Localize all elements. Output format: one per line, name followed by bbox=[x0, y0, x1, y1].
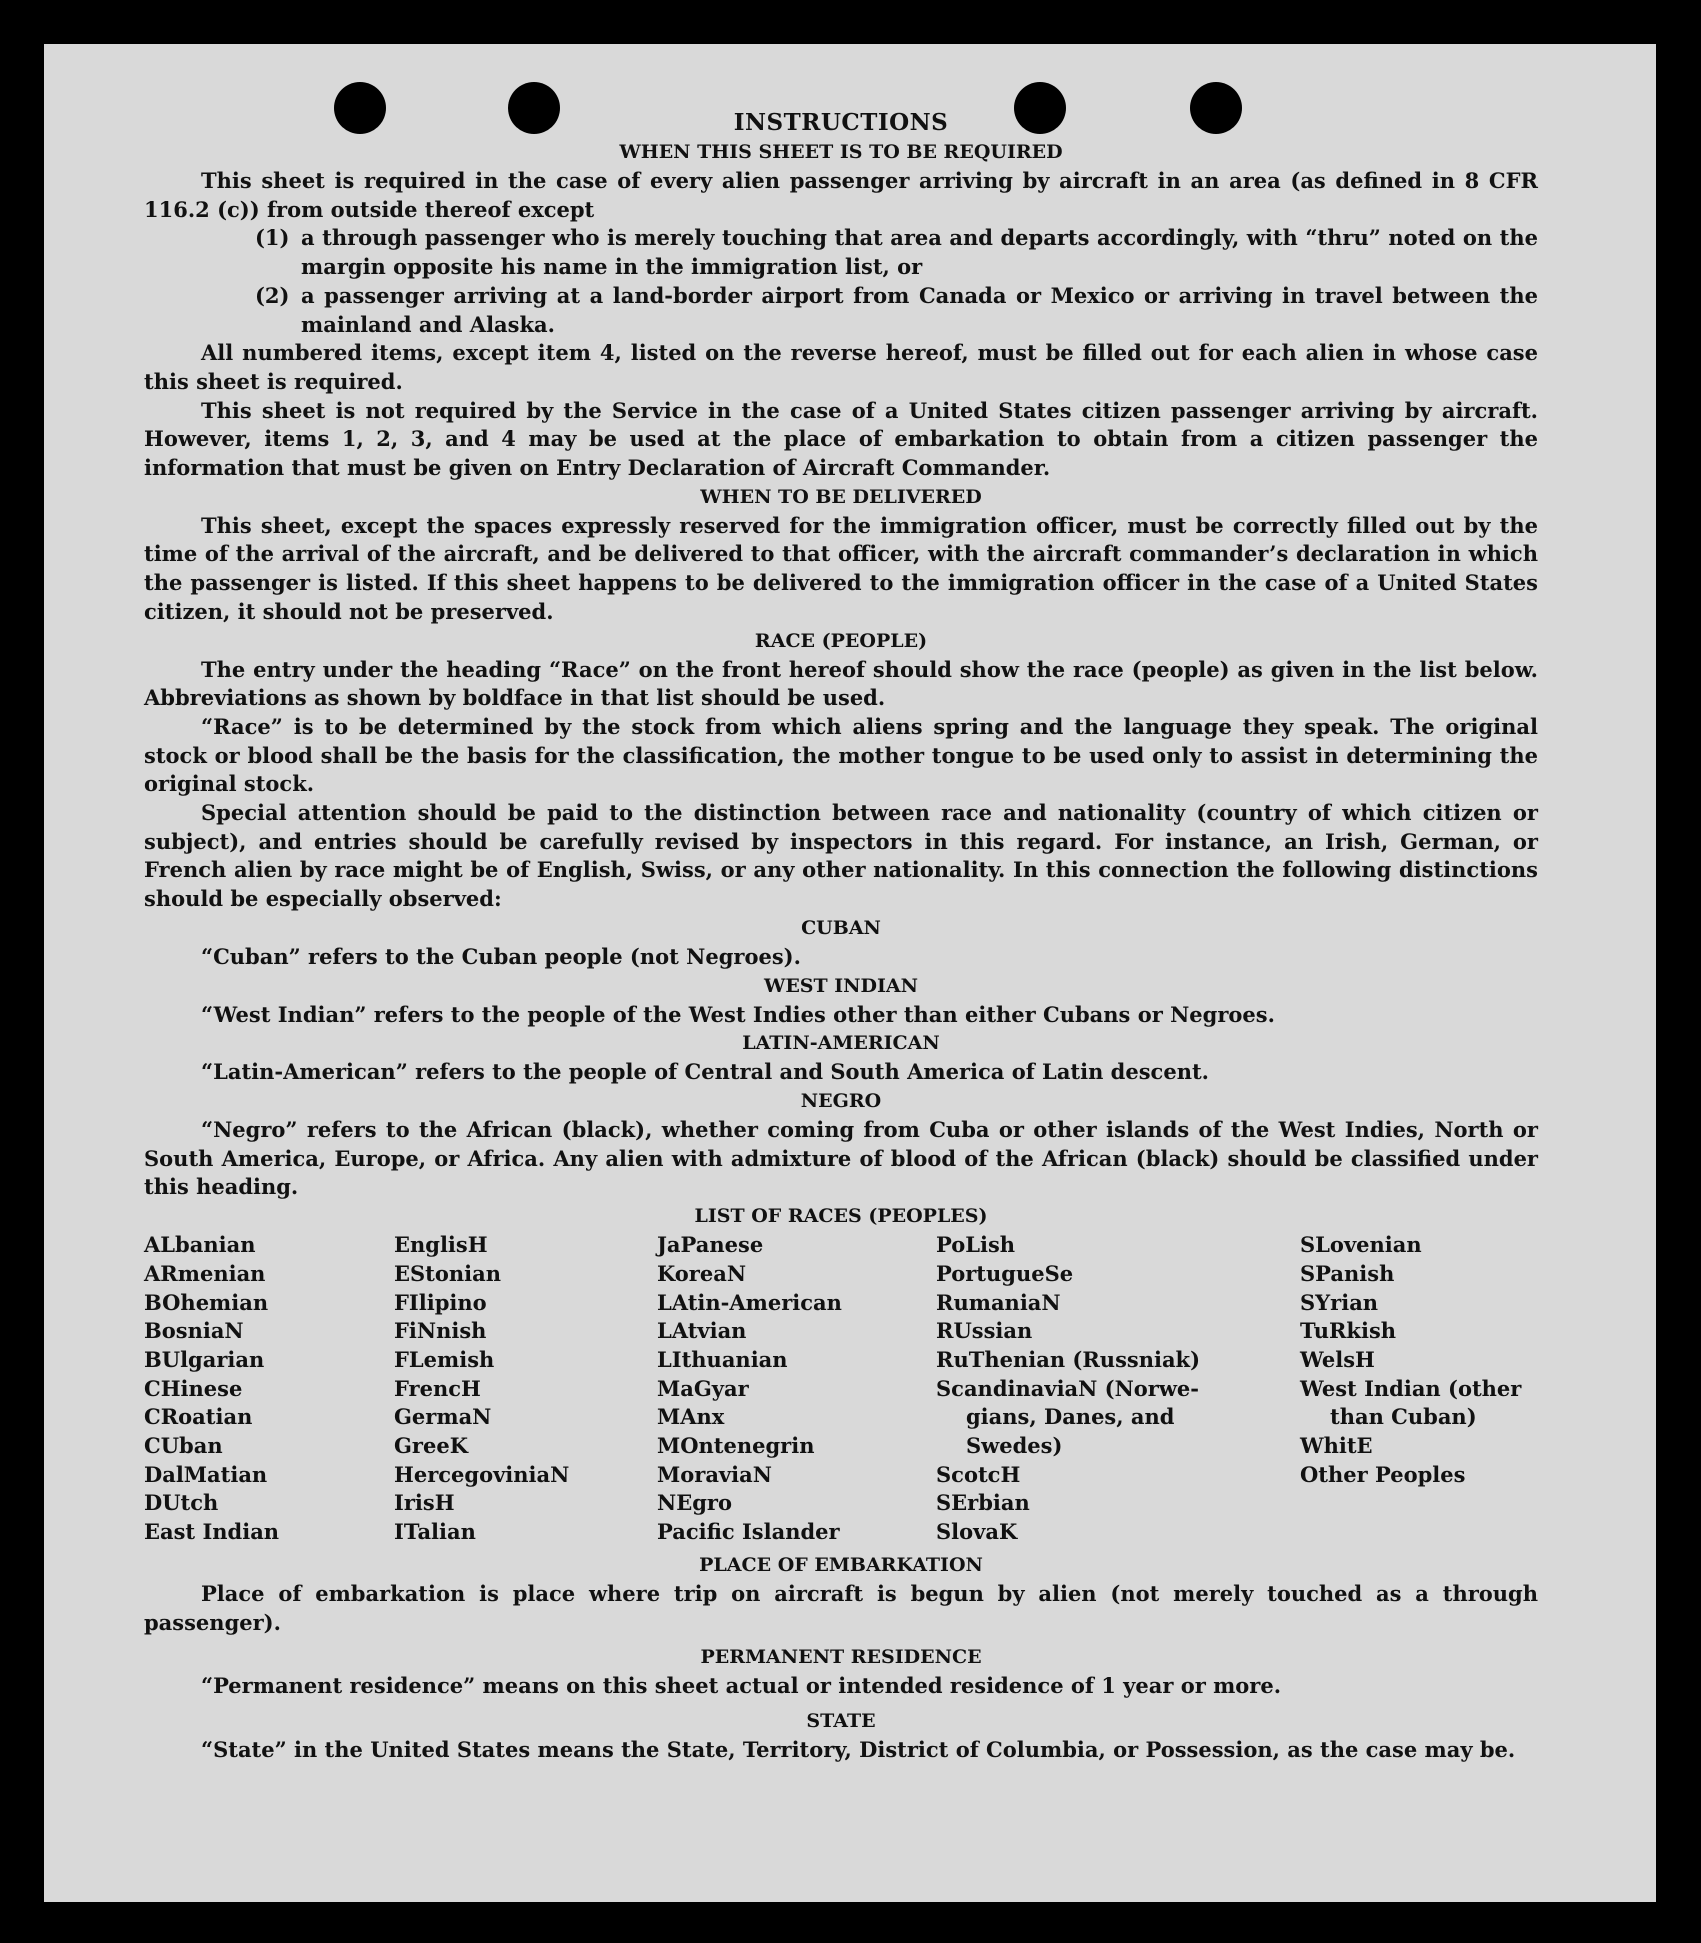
state-text: “State” in the United States means the State, Territory, District of Columbia, or Possession, as the case may be. bbox=[201, 1736, 1516, 1762]
race-item: DalMatian bbox=[144, 1461, 268, 1487]
when-required-intro: This sheet is required in the case of every alien passenger arriving by aircraft in an area (as defined in 8 CFR 116.2 (c)) from outside thereof except bbox=[144, 168, 1538, 222]
race-item: East Indian bbox=[144, 1519, 280, 1545]
race-item: MoraviaN bbox=[657, 1461, 772, 1487]
race-item: HercegoviniaN bbox=[394, 1461, 570, 1487]
punch-hole bbox=[1014, 82, 1066, 134]
exception-item-1 bbox=[144, 224, 1538, 281]
race-item: LAtin-American bbox=[657, 1289, 842, 1315]
race-item: DUtch bbox=[144, 1490, 219, 1516]
race-item: SErbian bbox=[936, 1490, 1030, 1516]
races-list bbox=[144, 1231, 1538, 1547]
race-item: PoLish bbox=[936, 1232, 1016, 1258]
page-title: INSTRUCTIONS bbox=[733, 109, 949, 136]
races-column-5 bbox=[1300, 1231, 1538, 1547]
race-paragraph-1: The entry under the heading “Race” on the front hereof should show the race (people) as given in the list below. Abbreviations as shown by boldface in that list should be used. bbox=[144, 656, 1538, 711]
race-item: RumaniaN bbox=[936, 1289, 1061, 1315]
race-item: EStonian bbox=[394, 1260, 501, 1286]
negro-text: “Negro” refers to the African (black), whether coming from Cuba or other islands of the West Indies, North or South America, Europe, or Africa. Any alien with admixture of blood of the African (black) should be classified under this heading. bbox=[144, 1116, 1538, 1200]
races-column-1 bbox=[144, 1231, 394, 1547]
exception-text: a passenger arriving at a land-border airport from Canada or Mexico or arriving in travel between the mainland and Alaska. bbox=[301, 282, 1538, 337]
section-heading-embarkation: PLACE OF EMBARKATION bbox=[699, 1553, 983, 1576]
race-item: LAtvian bbox=[657, 1318, 747, 1344]
race-item: Pacific Islander bbox=[657, 1519, 840, 1545]
race-item: ALbanian bbox=[144, 1232, 256, 1258]
section-heading-negro: NEGRO bbox=[800, 1089, 882, 1112]
race-item: SlovaK bbox=[936, 1519, 1018, 1545]
race-item: Other Peoples bbox=[1300, 1461, 1466, 1487]
race-item: SLovenian bbox=[1300, 1232, 1422, 1258]
race-item: FiNnish bbox=[394, 1318, 487, 1344]
race-item: ScotcH bbox=[936, 1461, 1021, 1487]
numbered-items-paragraph: All numbered items, except item 4, listed on the reverse hereof, must be filled out for each alien in whose case this sheet is required. bbox=[144, 340, 1538, 394]
race-item: FLemish bbox=[394, 1346, 495, 1372]
race-paragraph-3: Special attention should be paid to the distinction between race and nationality (country of which citizen or subject), and entries should be carefully revised by inspectors in this regard. For instance, an Irish, German, or French alien by race might be of English, Swiss, or any other nationality. In this connection the following distinctions should be especially observed: bbox=[144, 800, 1538, 912]
race-item: ScandinaviaN (Norwe- bbox=[936, 1375, 1200, 1401]
race-paragraph-2: “Race” is to be determined by the stock from which aliens spring and the language they speak. The original stock or blood shall be the basis for the classification, the mother tongue to be used only to assist in determining the original stock. bbox=[144, 713, 1538, 797]
race-item: SYrian bbox=[1300, 1289, 1379, 1315]
punch-hole bbox=[1190, 82, 1242, 134]
embarkation-text: Place of embarkation is place where trip on aircraft is begun by alien (not merely touched as a through passenger). bbox=[144, 1580, 1538, 1635]
race-item: NEgro bbox=[657, 1490, 732, 1516]
race-item: CUban bbox=[144, 1433, 223, 1459]
race-item: IrisH bbox=[394, 1490, 455, 1516]
residence-text: “Permanent residence” means on this sheet actual or intended residence of 1 year or more. bbox=[201, 1673, 1282, 1699]
race-item: BosniaN bbox=[144, 1318, 244, 1344]
exception-number: (1) bbox=[255, 225, 290, 251]
section-heading-west-indian: WEST INDIAN bbox=[763, 974, 919, 997]
race-item: KoreaN bbox=[657, 1260, 747, 1286]
citizen-paragraph: This sheet is not required by the Service in the case of a United States citizen passenger arriving by aircraft. However, items 1, 2, 3, and 4 may be used at the place of embarkation to obtain from a citizen passenger the information that must be given on Entry Declaration of Aircraft Commander. bbox=[144, 397, 1538, 481]
race-item: WhitE bbox=[1300, 1433, 1373, 1459]
race-item: ITalian bbox=[394, 1519, 476, 1545]
races-column-3 bbox=[657, 1231, 936, 1547]
race-item: GermaN bbox=[394, 1404, 492, 1430]
section-heading-list-of-races: LIST OF RACES (PEOPLES) bbox=[694, 1205, 988, 1228]
race-item: SPanish bbox=[1300, 1260, 1395, 1286]
race-item: LIthuanian bbox=[657, 1346, 788, 1372]
race-item: RUssian bbox=[936, 1318, 1033, 1344]
race-item: MaGyar bbox=[657, 1375, 749, 1401]
west-indian-text: “West Indian” refers to the people of the West Indies other than either Cubans or Negroes. bbox=[201, 1001, 1275, 1027]
section-heading-when-delivered: WHEN TO BE DELIVERED bbox=[700, 485, 982, 508]
cuban-text: “Cuban” refers to the Cuban people (not Negroes). bbox=[201, 943, 801, 969]
race-item: FIlipino bbox=[394, 1289, 487, 1315]
race-item-continuation: than Cuban) bbox=[1330, 1404, 1477, 1430]
punch-hole bbox=[508, 82, 560, 134]
race-item: TuRkish bbox=[1300, 1318, 1397, 1344]
races-column-2 bbox=[394, 1231, 657, 1547]
race-item: CHinese bbox=[144, 1375, 243, 1401]
exception-text: a through passenger who is merely touching that area and departs accordingly, with “thru” noted on the margin opposite his name in the immigration list, or bbox=[301, 225, 1538, 280]
race-item: ARmenian bbox=[144, 1260, 266, 1286]
race-item: JaPanese bbox=[657, 1232, 764, 1258]
section-heading-latin-american: LATIN-AMERICAN bbox=[742, 1032, 940, 1055]
race-item: CRoatian bbox=[144, 1404, 253, 1430]
section-heading-cuban: CUBAN bbox=[801, 916, 881, 939]
race-item: EnglisH bbox=[394, 1232, 488, 1258]
document-sheet bbox=[44, 44, 1656, 1902]
race-item-continuation: gians, Danes, and bbox=[966, 1404, 1175, 1430]
exception-item-2 bbox=[144, 282, 1538, 339]
race-item: WelsH bbox=[1300, 1346, 1375, 1372]
section-heading-residence: PERMANENT RESIDENCE bbox=[700, 1646, 982, 1669]
race-item: BUlgarian bbox=[144, 1346, 265, 1372]
race-item: GreeK bbox=[394, 1433, 468, 1459]
race-item: PortugueSe bbox=[936, 1260, 1074, 1286]
latin-american-text: “Latin-American” refers to the people of Central and South America of Latin descent. bbox=[201, 1059, 1209, 1085]
punch-hole bbox=[334, 82, 386, 134]
when-delivered-text: This sheet, except the spaces expressly reserved for the immigration officer, must be correctly filled out by the time of the arrival of the aircraft, and be delivered to that officer, with the aircraft commander’s declaration in which the passenger is listed. If this sheet happens to be delivered to the immigration officer in the case of a United States citizen, it should not be preserved. bbox=[144, 512, 1538, 624]
race-item-continuation: Swedes) bbox=[966, 1433, 1063, 1459]
race-item: FrencH bbox=[394, 1375, 481, 1401]
race-item: BOhemian bbox=[144, 1289, 269, 1315]
section-heading-state: STATE bbox=[806, 1709, 876, 1732]
race-item: MOntenegrin bbox=[657, 1433, 815, 1459]
races-column-4 bbox=[936, 1231, 1300, 1547]
race-item: MAnx bbox=[657, 1404, 725, 1430]
section-heading-race: RACE (PEOPLE) bbox=[754, 629, 928, 652]
exception-number: (2) bbox=[255, 282, 290, 308]
race-item: West Indian (other bbox=[1300, 1375, 1522, 1401]
section-heading-when-required: WHEN THIS SHEET IS TO BE REQUIRED bbox=[619, 141, 1063, 163]
race-item: RuThenian (Russniak) bbox=[936, 1346, 1201, 1372]
